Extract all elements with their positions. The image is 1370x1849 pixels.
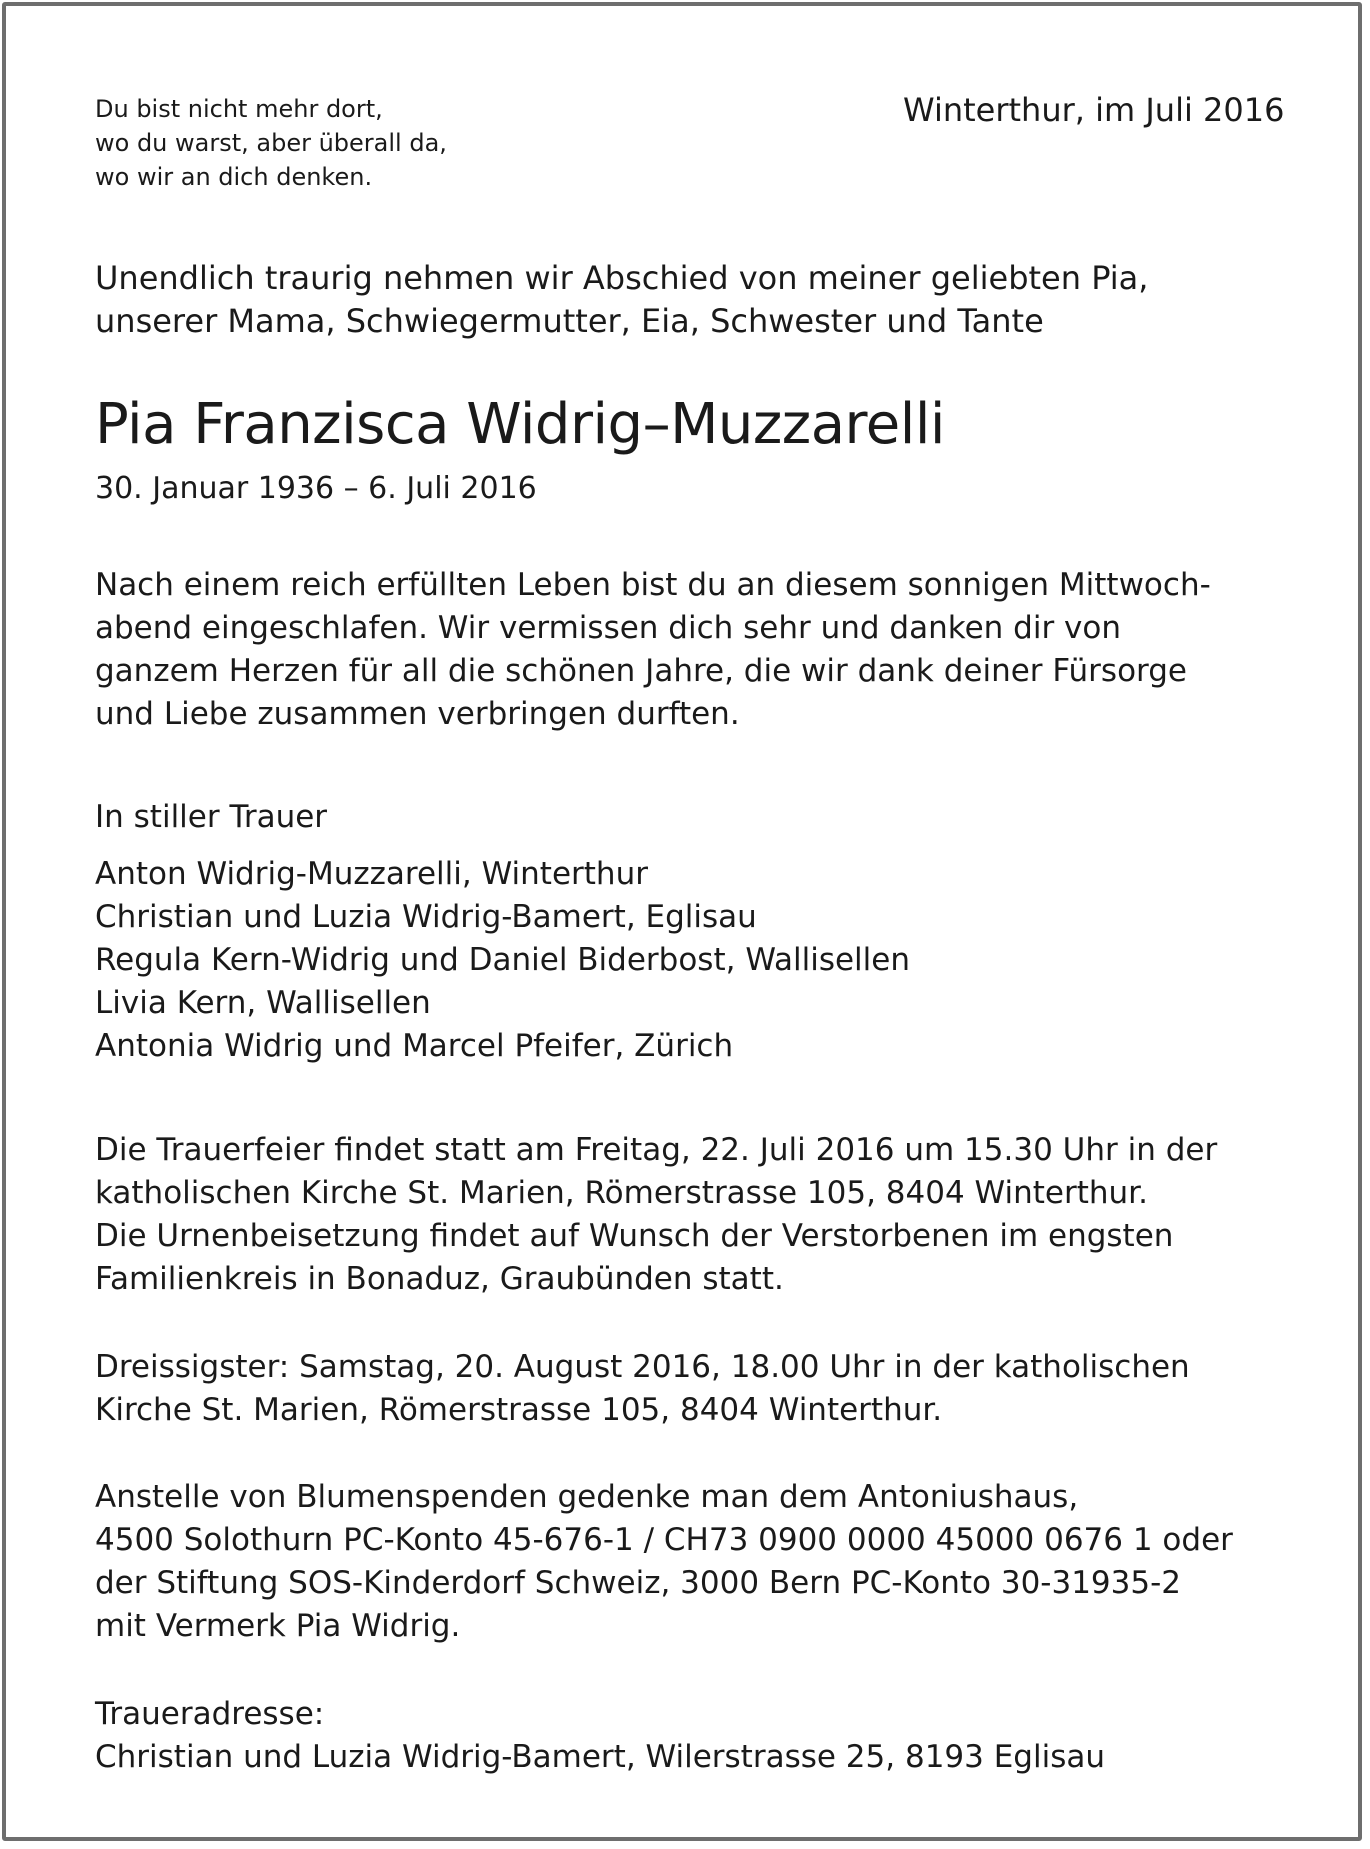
donation-line: mit Vermerk Pia Widrig. [95, 1608, 461, 1644]
donation-line: 4500 Solothurn PC-Konto 45-676-1 / CH73 0900 0000 45000 0676 1 oder [95, 1522, 1233, 1558]
memorial-poem [95, 92, 595, 194]
life-dates: 30. Januar 1936 – 6. Juli 2016 [95, 471, 537, 506]
mourning-address: Christian und Luzia Widrig-Bamert, Wilerstrasse 25, 8193 Eglisau [95, 1739, 1105, 1775]
mourner-item: Christian und Luzia Widrig-Bamert, Eglisau [95, 899, 757, 935]
mourner-item: Livia Kern, Wallisellen [95, 985, 431, 1021]
mourning-address-label: Traueradresse: [95, 1696, 325, 1732]
mourning-label: In stiller Trauer [95, 799, 328, 835]
mourner-item: Antonia Widrig und Marcel Pfeifer, Zürich [95, 1028, 734, 1064]
mourner-item: Anton Widrig-Muzzarelli, Winterthur [95, 856, 648, 892]
mourner-item: Regula Kern-Widrig und Daniel Biderbost, Wallisellen [95, 942, 910, 978]
intro-line: unserer Mama, Schwiegermutter, Eia, Schwester und Tante [95, 302, 1044, 340]
poem-line: wo du warst, aber überall da, [95, 129, 447, 157]
poem-line: Du bist nicht mehr dort, [95, 95, 383, 123]
thirtieth-line: Kirche St. Marien, Römerstrasse 105, 8404 Winterthur. [95, 1392, 943, 1428]
donation-info [95, 1476, 1275, 1648]
tribute-paragraph [95, 564, 1275, 736]
service-line: Familienkreis in Bonaduz, Graubünden statt. [95, 1261, 784, 1297]
funeral-service-info [95, 1129, 1275, 1301]
tribute-line: und Liebe zusammen verbringen durften. [95, 696, 740, 732]
donation-line: Anstelle von Blumenspenden gedenke man dem Antoniushaus, [95, 1479, 1079, 1515]
tribute-line: ganzem Herzen für all die schönen Jahre, die wir dank deiner Fürsorge [95, 653, 1187, 689]
service-line: Die Urnenbeisetzung findet auf Wunsch der Verstorbenen im engsten [95, 1218, 1174, 1254]
thirtieth-line: Dreissigster: Samstag, 20. August 2016, 18.00 Uhr in der katholischen [95, 1349, 1190, 1385]
deceased-name: Pia Franzisca Widrig–Muzzarelli [95, 392, 945, 457]
intro-line: Unendlich traurig nehmen wir Abschied von meiner geliebten Pia, [95, 259, 1149, 297]
tribute-line: Nach einem reich erfüllten Leben bist du an diesem sonnigen Mittwoch- [95, 567, 1211, 603]
thirtieth-day-mass-info [95, 1346, 1275, 1432]
farewell-intro [95, 257, 1275, 343]
mourners-list [95, 853, 1275, 1068]
place-and-date: Winterthur, im Juli 2016 [903, 91, 1285, 129]
tribute-line: abend eingeschlafen. Wir vermissen dich sehr und danken dir von [95, 610, 1122, 646]
poem-line: wo wir an dich denken. [95, 163, 373, 191]
service-line: katholischen Kirche St. Marien, Römerstrasse 105, 8404 Winterthur. [95, 1175, 1148, 1211]
service-line: Die Trauerfeier findet statt am Freitag, 22. Juli 2016 um 15.30 Uhr in der [95, 1132, 1218, 1168]
donation-line: der Stiftung SOS-Kinderdorf Schweiz, 3000 Bern PC-Konto 30-31935-2 [95, 1565, 1182, 1601]
